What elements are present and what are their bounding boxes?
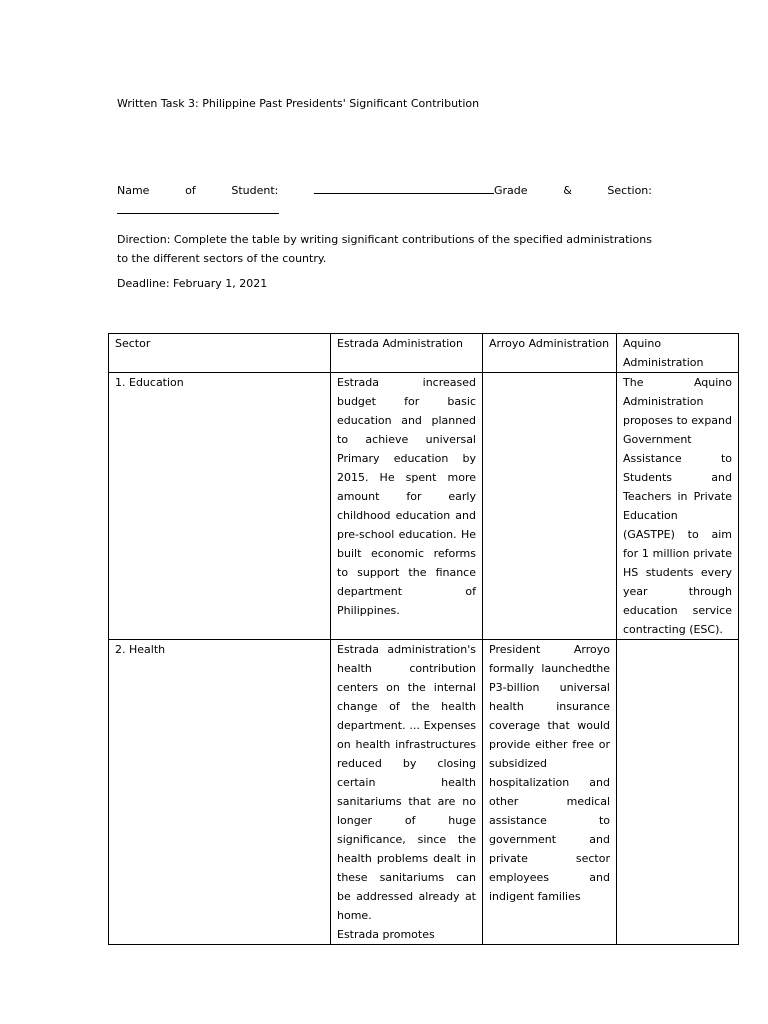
direction-text: Direction: Complete the table by writing significant contributions of the specified administrations to the different sectors of the country.: [117, 233, 652, 265]
cell-aquino[interactable]: [617, 640, 739, 945]
table-row-health: [109, 640, 739, 945]
grade-label: Grade: [494, 184, 528, 197]
name-label-word-2: of: [185, 184, 196, 197]
contributions-table: [108, 333, 739, 945]
student-info-line: [117, 183, 652, 197]
deadline-text: Deadline: February 1, 2021: [117, 277, 268, 290]
table-header-row: [109, 334, 739, 373]
student-name-blank[interactable]: [314, 183, 494, 194]
header-arroyo: Arroyo Administration: [483, 334, 617, 373]
cell-estrada: Estrada increased budget for basic education and planned to achieve universal Primary education by 2015. He spent more amount for early childhood education and pre-school education. He built economic reforms to support the finance department of Philippines.: [331, 373, 483, 640]
header-aquino: Aquino Administration: [617, 334, 739, 373]
grade-section-blank[interactable]: [117, 203, 279, 214]
header-estrada: Estrada Administration: [331, 334, 483, 373]
grade-group: [314, 183, 528, 197]
cell-aquino: The Aquino Administration proposes to expand Government Assistance to Students and Teachers in Private Education (GASTPE) to aim for 1 million private HS students every year through education service contracting (ESC).: [617, 373, 739, 640]
cell-estrada: Estrada administration's health contribution centers on the internal change of the health department. ... Expenses on health infrastructures reduced by closing certain health sanitariums that are no longer of huge significance, since the health problems dealt in these sanitariums can be addressed already at home. Estrada promotes: [331, 640, 483, 945]
name-label-word-3: Student:: [231, 184, 279, 197]
table-row-education: [109, 373, 739, 640]
name-label-word-1: Name: [117, 184, 150, 197]
header-sector: Sector: [109, 334, 331, 373]
section-label: Section:: [607, 184, 652, 197]
cell-sector: 2. Health: [109, 640, 331, 945]
cell-arroyo: President Arroyo formally launchedthe P3-billion universal health insurance coverage that would provide either free or subsidized hospitalization and other medical assistance to government and private sector employees and indigent families: [483, 640, 617, 945]
ampersand-label: &: [563, 184, 572, 197]
document-title: Written Task 3: Philippine Past Presidents' Significant Contribution: [117, 97, 480, 110]
cell-arroyo[interactable]: [483, 373, 617, 640]
cell-sector: 1. Education: [109, 373, 331, 640]
